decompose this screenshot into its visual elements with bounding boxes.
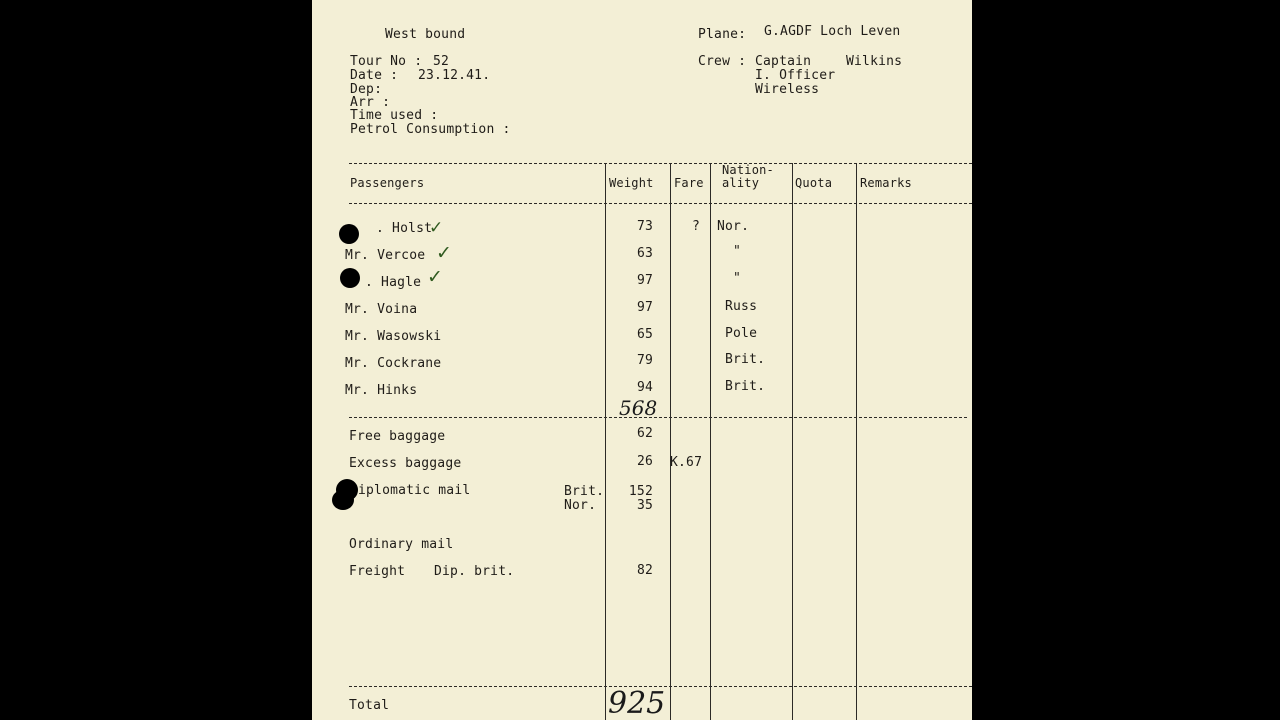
passenger-name: Mr. Voina [345, 302, 418, 317]
petrol-label: Petrol Consumption : [350, 122, 511, 137]
passenger-fare: ? [692, 219, 701, 234]
free-baggage-label: Free baggage [349, 429, 446, 444]
fare-column-header: Fare [674, 176, 704, 190]
diplomatic-mail-label: iplomatic mail [358, 483, 471, 498]
passenger-nationality: " [733, 244, 742, 259]
passenger-name: . Holst [376, 221, 433, 236]
nationality-column-header-line1: Nation- [722, 163, 774, 177]
passenger-name: Mr. Cockrane [345, 356, 442, 371]
remarks-column-header: Remarks [860, 176, 912, 190]
excess-baggage-label: Excess baggage [349, 456, 462, 471]
freight-detail: Dip. brit. [434, 564, 515, 579]
passenger-name: . Hagle [365, 275, 422, 290]
freight-label: Freight [349, 564, 406, 579]
passenger-weight: 94 [636, 380, 653, 395]
weight-column-rule [605, 163, 606, 720]
cargo-manifest-document [312, 0, 972, 720]
passenger-subtotal-handwritten: 568 [619, 396, 658, 420]
passenger-weight: 97 [636, 273, 653, 288]
time-used-label: Time used : [350, 108, 439, 123]
passenger-nationality: Russ [725, 299, 758, 314]
diplomatic-nor-weight: 35 [636, 498, 653, 513]
diplomatic-brit-label: Brit. [564, 484, 605, 499]
direction-text: West bound [385, 27, 466, 42]
freight-weight: 82 [636, 563, 653, 578]
total-label: Total [349, 698, 390, 713]
passenger-name: Mr. Hinks [345, 383, 418, 398]
passengers-column-header: Passengers [350, 176, 425, 190]
tour-value: 52 [433, 54, 450, 69]
crew-officer-role: I. Officer [755, 68, 836, 83]
date-label: Date : [350, 68, 399, 83]
passenger-nationality: Brit. [725, 379, 766, 394]
passenger-weight: 65 [636, 327, 653, 342]
passenger-nationality: Pole [725, 326, 758, 341]
passenger-nationality: Nor. [717, 219, 750, 234]
nationality-column-header-line2: ality [722, 176, 760, 190]
arr-label: Arr : [350, 95, 391, 110]
crew-wireless-role: Wireless [755, 82, 820, 97]
passenger-weight: 63 [636, 246, 653, 261]
nationality-column-rule [710, 163, 711, 720]
check-mark-icon: ✓ [427, 266, 443, 288]
passenger-weight: 97 [636, 300, 653, 315]
dep-label: Dep: [350, 82, 383, 97]
excess-baggage-fare: K.67 [670, 455, 703, 470]
crew-captain-role: Captain [755, 54, 812, 69]
plane-value: G.AGDF Loch Leven [764, 24, 901, 39]
punch-hole-dot [339, 224, 359, 244]
diplomatic-nor-label: Nor. [564, 498, 597, 513]
excess-baggage-weight: 26 [636, 454, 653, 469]
total-value-handwritten: 925 [608, 686, 666, 720]
fare-column-rule [670, 163, 671, 720]
crew-label: Crew : [698, 54, 747, 69]
punch-hole-dot [340, 268, 360, 288]
table-header-rule [349, 203, 972, 204]
punch-hole-dot [332, 490, 354, 510]
check-mark-icon: ✓ [429, 218, 444, 238]
check-mark-icon: ✓ [436, 242, 452, 264]
remarks-column-rule [856, 163, 857, 720]
passenger-section-rule [349, 417, 967, 418]
ordinary-mail-label: Ordinary mail [349, 537, 454, 552]
passenger-nationality: Brit. [725, 352, 766, 367]
quota-column-header: Quota [795, 176, 833, 190]
passenger-nationality: " [733, 271, 742, 286]
crew-captain-name: Wilkins [846, 54, 903, 69]
table-top-rule [349, 163, 972, 164]
date-value: 23.12.41. [418, 68, 491, 83]
tour-label: Tour No : [350, 54, 423, 69]
diplomatic-brit-weight: 152 [628, 484, 653, 499]
passenger-name: Mr. Vercoe [345, 248, 426, 263]
weight-column-header: Weight [609, 176, 654, 190]
passenger-weight: 73 [636, 219, 653, 234]
free-baggage-weight: 62 [636, 426, 653, 441]
passenger-weight: 79 [636, 353, 653, 368]
quota-column-rule [792, 163, 793, 720]
plane-label: Plane: [698, 27, 747, 42]
passenger-name: Mr. Wasowski [345, 329, 442, 344]
